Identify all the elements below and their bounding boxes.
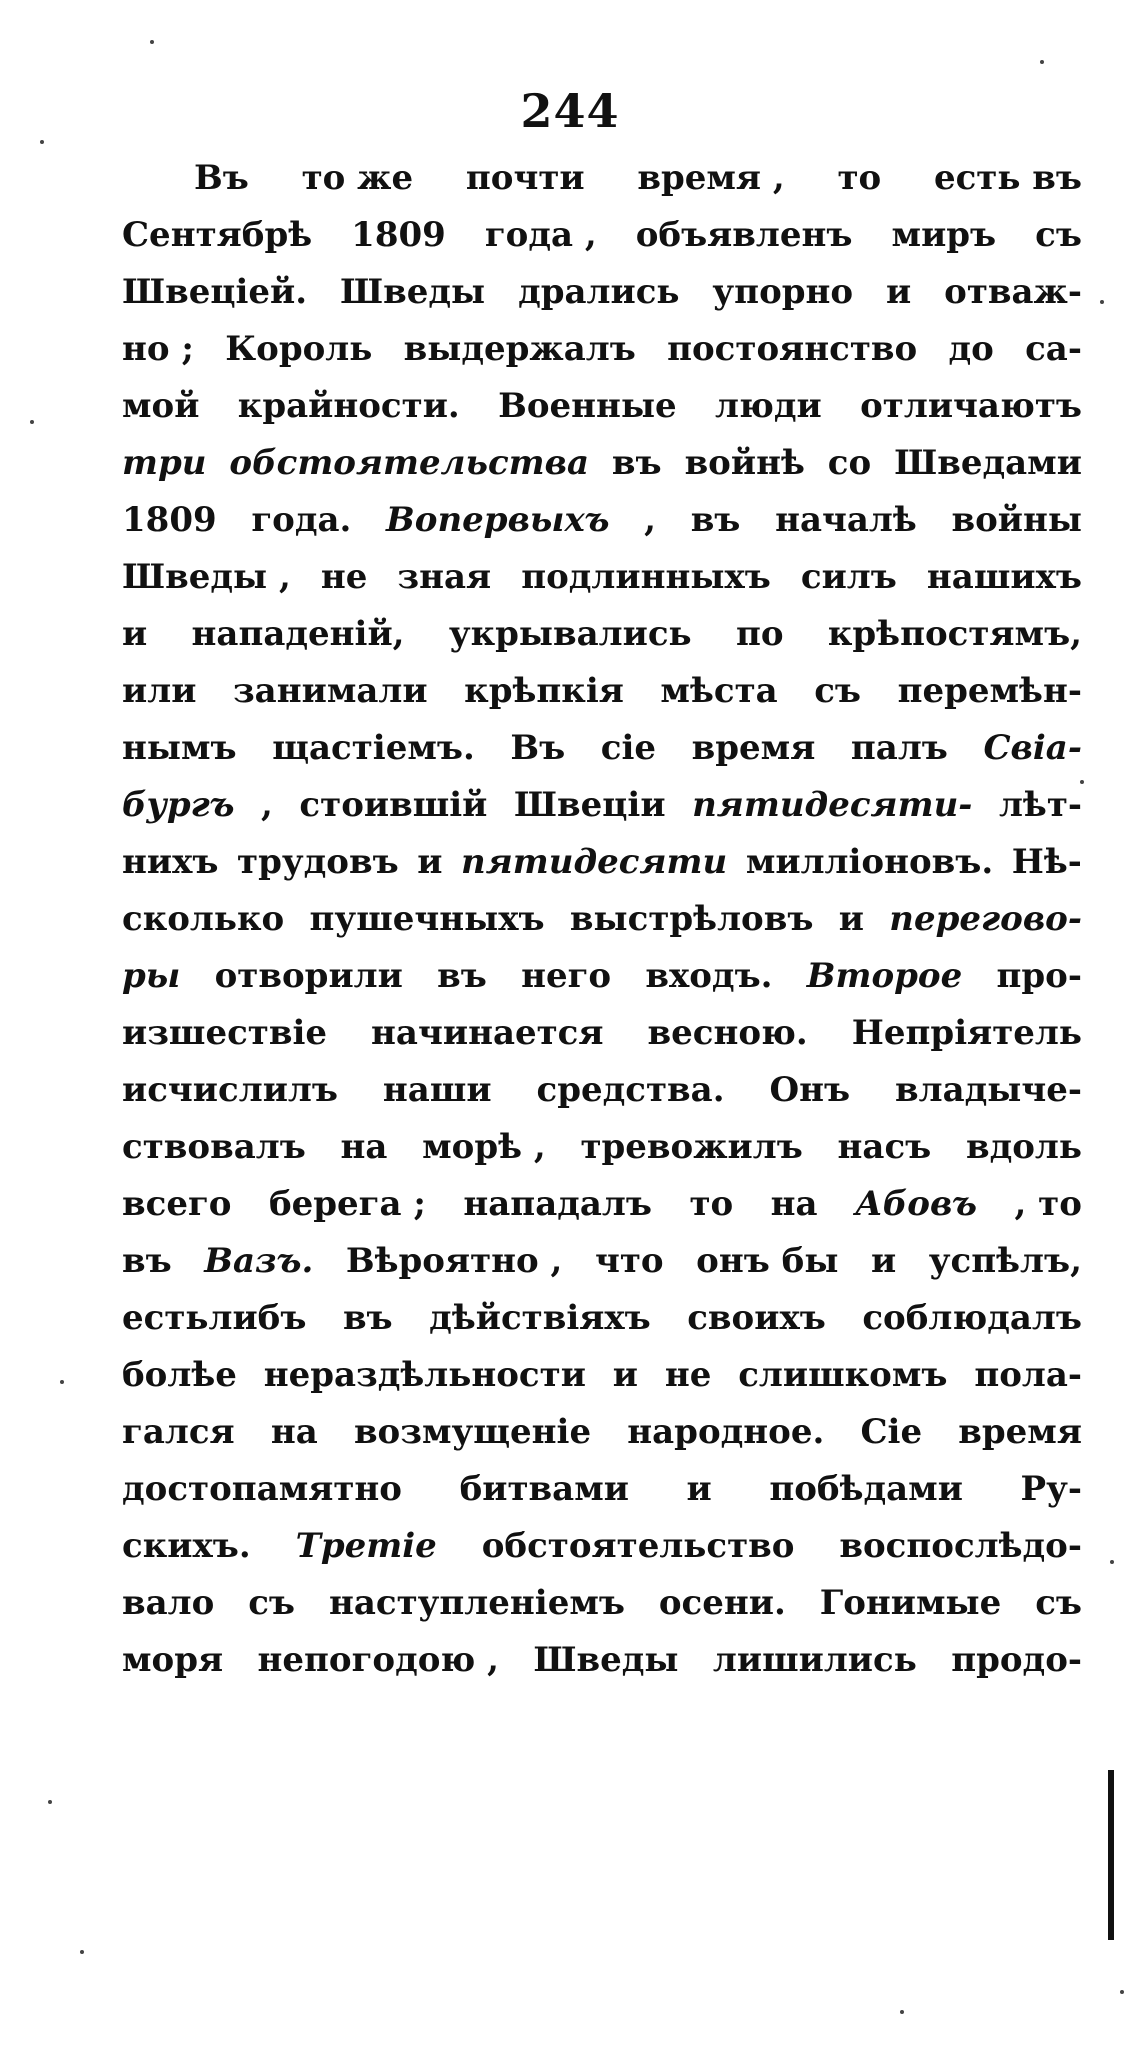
word: Шведы , bbox=[122, 557, 291, 597]
word: то bbox=[837, 158, 882, 198]
word: Нѣ- bbox=[1011, 842, 1082, 882]
text-line bbox=[122, 1632, 1082, 1689]
word: скихъ. bbox=[122, 1526, 251, 1566]
word: и bbox=[886, 272, 912, 312]
word: успѣлъ, bbox=[928, 1241, 1082, 1281]
word: Онъ bbox=[769, 1070, 851, 1110]
word: Свiа- bbox=[983, 728, 1082, 768]
word: ствовалъ bbox=[122, 1127, 306, 1167]
paper-speck bbox=[80, 1950, 84, 1954]
word: пушечныхъ bbox=[309, 899, 545, 939]
word: то же bbox=[301, 158, 414, 198]
word: Король bbox=[225, 329, 373, 369]
word: нападенiй, bbox=[191, 614, 405, 654]
text-line bbox=[122, 1290, 1082, 1347]
paper-speck bbox=[1100, 300, 1104, 304]
text-line bbox=[122, 1461, 1082, 1518]
word: войнѣ bbox=[684, 443, 805, 483]
word: съ bbox=[1035, 1583, 1082, 1623]
word: всего bbox=[122, 1184, 232, 1224]
word: Шведы bbox=[533, 1640, 679, 1680]
word: Сiе bbox=[860, 1412, 923, 1452]
word: время bbox=[691, 728, 816, 768]
word: подлинныхъ bbox=[521, 557, 771, 597]
word: нераздѣльности bbox=[263, 1355, 586, 1395]
word: есть въ bbox=[933, 158, 1082, 198]
word: бургъ bbox=[122, 785, 235, 825]
word: сiе bbox=[600, 728, 657, 768]
word: время bbox=[958, 1412, 1082, 1452]
word: три bbox=[122, 443, 207, 483]
word: Въ bbox=[510, 728, 566, 768]
word: войны bbox=[951, 500, 1082, 540]
text-line bbox=[122, 720, 1082, 777]
paper-speck bbox=[900, 2010, 904, 2014]
word: Въ bbox=[194, 158, 249, 198]
paper-speck bbox=[40, 140, 44, 144]
word: наши bbox=[382, 1070, 492, 1110]
text-line bbox=[122, 264, 1082, 321]
word: начинается bbox=[371, 1013, 604, 1053]
word: щастiемъ. bbox=[272, 728, 475, 768]
word: силъ bbox=[800, 557, 897, 597]
word: миръ bbox=[891, 215, 997, 255]
word: и bbox=[686, 1469, 712, 1509]
text-line bbox=[122, 663, 1082, 720]
word: нападалъ bbox=[463, 1184, 652, 1224]
word: миллiоновъ. bbox=[745, 842, 994, 882]
text-line bbox=[122, 1518, 1082, 1575]
word: стоившiй bbox=[299, 785, 488, 825]
word: что bbox=[594, 1241, 664, 1281]
word: пола- bbox=[974, 1355, 1082, 1395]
word: Швецiей. bbox=[122, 272, 308, 312]
word: продо- bbox=[951, 1640, 1082, 1680]
word: Вазъ. bbox=[204, 1241, 314, 1281]
word: не bbox=[320, 557, 368, 597]
word: Швецiи bbox=[513, 785, 666, 825]
text-line bbox=[122, 435, 1082, 492]
word: крѣпостямъ, bbox=[827, 614, 1082, 654]
word: Абовъ bbox=[855, 1184, 978, 1224]
word: дѣйствiяхъ bbox=[429, 1298, 651, 1338]
text-line bbox=[122, 1233, 1082, 1290]
word: въ bbox=[611, 443, 662, 483]
word: крѣпкiя bbox=[464, 671, 624, 711]
word: на bbox=[270, 1412, 318, 1452]
word: года , bbox=[484, 215, 597, 255]
word: въ bbox=[690, 500, 741, 540]
word: палъ bbox=[850, 728, 948, 768]
word: и bbox=[838, 899, 864, 939]
word: не bbox=[664, 1355, 712, 1395]
paper-speck bbox=[1040, 60, 1044, 64]
word: пятидесяти- bbox=[692, 785, 973, 825]
word: но ; bbox=[122, 329, 194, 369]
word: слишкомъ bbox=[738, 1355, 948, 1395]
word: люди bbox=[715, 386, 822, 426]
word: и bbox=[122, 614, 148, 654]
word: года. bbox=[251, 500, 352, 540]
text-line bbox=[122, 492, 1082, 549]
word: исчислилъ bbox=[122, 1070, 338, 1110]
word: отваж- bbox=[944, 272, 1082, 312]
word: моря bbox=[122, 1640, 224, 1680]
text-line bbox=[122, 834, 1082, 891]
paper-speck bbox=[60, 1380, 64, 1384]
word: крайности. bbox=[237, 386, 460, 426]
word: укрывались bbox=[448, 614, 692, 654]
word: вдоль bbox=[965, 1127, 1082, 1167]
word: почти bbox=[465, 158, 585, 198]
word: и bbox=[612, 1355, 638, 1395]
word: воспослѣдо- bbox=[839, 1526, 1082, 1566]
text-line bbox=[122, 1176, 1082, 1233]
word: , bbox=[261, 785, 273, 825]
word: выдержалъ bbox=[403, 329, 636, 369]
word: отличаютъ bbox=[860, 386, 1082, 426]
word: , то bbox=[1014, 1184, 1082, 1224]
word: мѣста bbox=[660, 671, 778, 711]
page-number: 244 bbox=[520, 84, 620, 138]
text-line bbox=[122, 948, 1082, 1005]
word: нихъ bbox=[122, 842, 219, 882]
word: наступленiемъ bbox=[328, 1583, 625, 1623]
word: , bbox=[644, 500, 657, 540]
word: нашихъ bbox=[926, 557, 1082, 597]
word: до bbox=[948, 329, 994, 369]
body-text bbox=[122, 150, 1082, 1689]
text-line bbox=[122, 378, 1082, 435]
word: про- bbox=[996, 956, 1082, 996]
word: Военные bbox=[498, 386, 677, 426]
paper-speck bbox=[1110, 1560, 1114, 1564]
word: зная bbox=[397, 557, 492, 597]
word: Вѣроятно , bbox=[345, 1241, 563, 1281]
text-line bbox=[122, 1404, 1082, 1461]
text-line bbox=[122, 891, 1082, 948]
word: вало bbox=[122, 1583, 215, 1623]
word: и bbox=[870, 1241, 897, 1281]
word: достопамятно bbox=[122, 1469, 402, 1509]
word: средства. bbox=[536, 1070, 725, 1110]
word: перемѣн- bbox=[897, 671, 1082, 711]
word: народное. bbox=[627, 1412, 825, 1452]
text-line bbox=[122, 207, 1082, 264]
word: отворили bbox=[214, 956, 403, 996]
word: нымъ bbox=[122, 728, 237, 768]
word: Второе bbox=[806, 956, 963, 996]
word: соблюдалъ bbox=[862, 1298, 1082, 1338]
word: то bbox=[689, 1184, 734, 1224]
word: весною. bbox=[647, 1013, 808, 1053]
text-line bbox=[122, 549, 1082, 606]
word: Непрiятель bbox=[851, 1013, 1082, 1053]
word: время , bbox=[637, 158, 785, 198]
word: са- bbox=[1025, 329, 1082, 369]
text-line bbox=[122, 1575, 1082, 1632]
word: или bbox=[122, 671, 197, 711]
word: него bbox=[521, 956, 612, 996]
paper-speck bbox=[30, 420, 34, 424]
word: въ bbox=[437, 956, 487, 996]
word: 1809 bbox=[351, 215, 446, 255]
word: сколько bbox=[122, 899, 285, 939]
word: занимали bbox=[232, 671, 428, 711]
word: возмущенiе bbox=[353, 1412, 592, 1452]
text-line bbox=[122, 150, 1082, 207]
word: дрались bbox=[518, 272, 680, 312]
word: Сентябрѣ bbox=[122, 215, 313, 255]
word: выстрѣловъ bbox=[569, 899, 814, 939]
word: Шведы bbox=[340, 272, 486, 312]
word: обстоятельства bbox=[229, 443, 589, 483]
word: берега ; bbox=[268, 1184, 426, 1224]
word: мой bbox=[122, 386, 200, 426]
word: съ bbox=[1035, 215, 1082, 255]
word: гался bbox=[122, 1412, 235, 1452]
word: Вопервыхъ bbox=[386, 500, 610, 540]
word: лѣт- bbox=[998, 785, 1082, 825]
word: входъ. bbox=[645, 956, 773, 996]
word: тревожилъ bbox=[580, 1127, 803, 1167]
text-line bbox=[122, 606, 1082, 663]
word: Гонимые bbox=[819, 1583, 1002, 1623]
word: перегово- bbox=[889, 899, 1082, 939]
word: въ bbox=[122, 1241, 172, 1281]
word: Ру- bbox=[1020, 1469, 1082, 1509]
word: со bbox=[827, 443, 872, 483]
word: пятидесяти bbox=[461, 842, 728, 882]
word: обстоятельство bbox=[481, 1526, 795, 1566]
word: трудовъ bbox=[237, 842, 399, 882]
text-line bbox=[122, 321, 1082, 378]
word: постоянство bbox=[667, 329, 918, 369]
word: на bbox=[770, 1184, 818, 1224]
word: началѣ bbox=[775, 500, 917, 540]
word: онъ бы bbox=[696, 1241, 839, 1281]
word: болѣе bbox=[122, 1355, 237, 1395]
word: 1809 bbox=[122, 500, 217, 540]
paper-speck bbox=[150, 40, 154, 44]
paper-speck bbox=[1080, 780, 1084, 784]
word: упорно bbox=[712, 272, 854, 312]
word: естьлибъ bbox=[122, 1298, 307, 1338]
word: Шведами bbox=[894, 443, 1082, 483]
text-line bbox=[122, 777, 1082, 834]
word: лишились bbox=[712, 1640, 917, 1680]
word: владыче- bbox=[894, 1070, 1082, 1110]
text-line bbox=[122, 1062, 1082, 1119]
word: на bbox=[340, 1127, 388, 1167]
word: Третiе bbox=[295, 1526, 437, 1566]
word: ры bbox=[122, 956, 181, 996]
word: осени. bbox=[658, 1583, 786, 1623]
paper-speck bbox=[48, 1800, 52, 1804]
word: своихъ bbox=[687, 1298, 826, 1338]
word: морѣ , bbox=[422, 1127, 546, 1167]
word: непогодою , bbox=[257, 1640, 499, 1680]
word: изшествiе bbox=[122, 1013, 328, 1053]
word: битвами bbox=[459, 1469, 629, 1509]
word: съ bbox=[814, 671, 862, 711]
word: съ bbox=[248, 1583, 296, 1623]
word: побѣдами bbox=[769, 1469, 963, 1509]
word: и bbox=[417, 842, 443, 882]
word: по bbox=[735, 614, 784, 654]
word: объявленъ bbox=[635, 215, 853, 255]
text-line bbox=[122, 1005, 1082, 1062]
text-line bbox=[122, 1119, 1082, 1176]
word: въ bbox=[342, 1298, 393, 1338]
paper-speck bbox=[1120, 1990, 1124, 1994]
margin-mark bbox=[1108, 1770, 1114, 1940]
word: насъ bbox=[837, 1127, 932, 1167]
text-line bbox=[122, 1347, 1082, 1404]
